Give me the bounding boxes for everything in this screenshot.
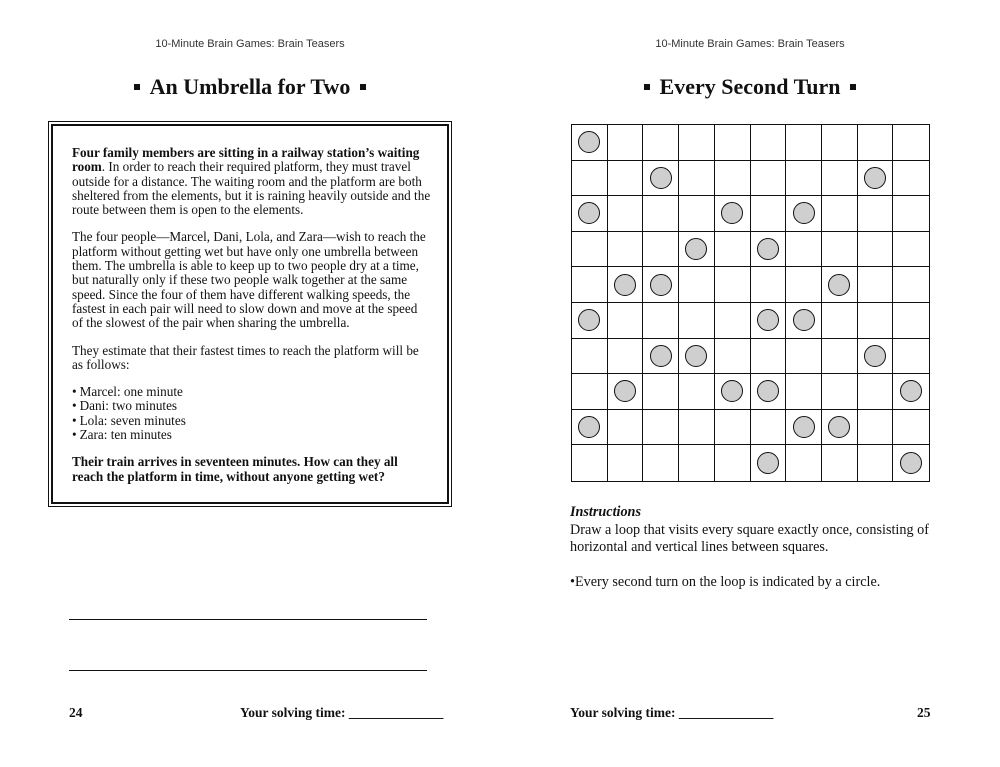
- paragraph-estimate: They estimate that their fastest times to reach the platform will be as follows:: [72, 342, 419, 372]
- grid-cell[interactable]: [858, 161, 894, 197]
- grid-cell[interactable]: [893, 410, 929, 446]
- grid-cell[interactable]: [893, 161, 929, 197]
- grid-cell[interactable]: [572, 161, 608, 197]
- grid-cell[interactable]: [893, 196, 929, 232]
- turn-circle-icon: [578, 131, 600, 153]
- grid-cell[interactable]: [822, 374, 858, 410]
- grid-cell[interactable]: [572, 410, 608, 446]
- turn-circle-icon: [793, 309, 815, 331]
- turn-circle-icon: [864, 345, 886, 367]
- instructions: [570, 504, 950, 591]
- turn-circle-icon: [900, 380, 922, 402]
- grid-cell[interactable]: [643, 196, 679, 232]
- turn-circle-icon: [650, 167, 672, 189]
- page-number-left: 24: [69, 705, 83, 720]
- turn-circle-icon: [685, 238, 707, 260]
- grid-cell[interactable]: [572, 445, 608, 481]
- solving-time-left: Your solving time: ______________: [240, 705, 444, 720]
- grid-cell[interactable]: [643, 303, 679, 339]
- grid-cell[interactable]: [858, 196, 894, 232]
- turn-circle-icon: [864, 167, 886, 189]
- grid-cell[interactable]: [786, 267, 822, 303]
- puzzle-text-box: [48, 121, 452, 507]
- instructions-heading: Instructions: [570, 504, 641, 520]
- list-item: • Zara: ten minutes: [72, 428, 431, 442]
- grid-cell[interactable]: [715, 410, 751, 446]
- grid-cell[interactable]: [786, 445, 822, 481]
- grid-cell[interactable]: [643, 445, 679, 481]
- turn-circle-icon: [614, 380, 636, 402]
- grid-cell[interactable]: [572, 267, 608, 303]
- grid-cell[interactable]: [858, 410, 894, 446]
- grid-cell[interactable]: [715, 161, 751, 197]
- grid-cell[interactable]: [572, 339, 608, 375]
- grid-cell[interactable]: [751, 339, 787, 375]
- turn-circle-icon: [578, 202, 600, 224]
- title-bullet-icon: [134, 84, 140, 90]
- turn-circle-icon: [828, 416, 850, 438]
- solving-time-right: Your solving time: ______________: [570, 705, 774, 720]
- turn-circle-icon: [650, 345, 672, 367]
- grid-cell[interactable]: [858, 303, 894, 339]
- grid-cell[interactable]: [786, 410, 822, 446]
- grid-cell[interactable]: [715, 232, 751, 268]
- grid-cell[interactable]: [608, 445, 644, 481]
- grid-cell[interactable]: [822, 410, 858, 446]
- grid-cell[interactable]: [679, 303, 715, 339]
- grid-cell[interactable]: [608, 125, 644, 161]
- grid-cell[interactable]: [715, 303, 751, 339]
- question: Their train arrives in seventeen minutes. How can they all reach the platform in time, without anyone getting wet?: [72, 454, 398, 484]
- grid-cell[interactable]: [643, 267, 679, 303]
- grid-cell[interactable]: [751, 232, 787, 268]
- grid-cell[interactable]: [643, 374, 679, 410]
- grid-cell[interactable]: [893, 267, 929, 303]
- grid-cell[interactable]: [715, 339, 751, 375]
- answer-line[interactable]: [69, 670, 427, 671]
- grid-cell[interactable]: [786, 125, 822, 161]
- grid-cell[interactable]: [679, 161, 715, 197]
- turn-circle-icon: [650, 274, 672, 296]
- grid-cell[interactable]: [893, 445, 929, 481]
- grid-cell[interactable]: [786, 232, 822, 268]
- title-bullet-icon: [360, 84, 366, 90]
- turn-circle-icon: [685, 345, 707, 367]
- turn-circle-icon: [793, 416, 815, 438]
- grid-cell[interactable]: [822, 125, 858, 161]
- grid-cell[interactable]: [822, 445, 858, 481]
- grid-cell[interactable]: [715, 125, 751, 161]
- grid-cell[interactable]: [643, 125, 679, 161]
- answer-line[interactable]: [69, 619, 427, 620]
- grid-cell[interactable]: [893, 374, 929, 410]
- grid-cell[interactable]: [822, 303, 858, 339]
- grid-cell[interactable]: [822, 161, 858, 197]
- turn-circle-icon: [757, 309, 779, 331]
- paragraph-intro: [72, 146, 431, 217]
- grid-cell[interactable]: [715, 196, 751, 232]
- grid-cell[interactable]: [679, 125, 715, 161]
- running-head-left: 10-Minute Brain Games: Brain Teasers: [155, 38, 345, 50]
- grid-cell[interactable]: [751, 303, 787, 339]
- grid-cell[interactable]: [751, 161, 787, 197]
- paragraph-umbrella: The four people—Marcel, Dani, Lola, and Zara—wish to reach the platform without getting wet but have only one umbrella between them. The umbrella is able to keep up to two people dry at a time, but naturally only if these two people walk together at the same speed. Since the four of them have different walking speeds, the fastest in each pair will need to slow down and move at the speed of the slowest of the pair when sharing the umbrella.: [72, 229, 426, 331]
- puzzle-title-right: [500, 74, 1000, 100]
- grid-cell[interactable]: [893, 303, 929, 339]
- intro-bold: Four family members are sitting in a railway station’s waiting room: [72, 145, 420, 175]
- grid-cell[interactable]: [893, 339, 929, 375]
- turn-circle-icon: [793, 202, 815, 224]
- grid-cell[interactable]: [893, 125, 929, 161]
- grid-cell[interactable]: [751, 267, 787, 303]
- grid-cell[interactable]: [786, 196, 822, 232]
- grid-cell[interactable]: [572, 232, 608, 268]
- grid-cell[interactable]: [858, 445, 894, 481]
- puzzle-grid[interactable]: [571, 124, 930, 482]
- grid-cell[interactable]: [572, 125, 608, 161]
- grid-cell[interactable]: [679, 374, 715, 410]
- grid-cell[interactable]: [679, 232, 715, 268]
- grid-cell[interactable]: [786, 161, 822, 197]
- list-item: • Lola: seven minutes: [72, 414, 431, 428]
- grid-cell[interactable]: [643, 161, 679, 197]
- list-item: • Dani: two minutes: [72, 399, 431, 413]
- title-text: Every Second Turn: [659, 74, 841, 99]
- title-bullet-icon: [644, 84, 650, 90]
- times-list: [72, 385, 431, 442]
- grid-cell[interactable]: [822, 339, 858, 375]
- instructions-bullet: [570, 574, 950, 592]
- right-page: [500, 0, 1000, 767]
- turn-circle-icon: [900, 452, 922, 474]
- grid-cell[interactable]: [679, 267, 715, 303]
- turn-circle-icon: [828, 274, 850, 296]
- grid-cell[interactable]: [786, 339, 822, 375]
- grid-cell[interactable]: [751, 125, 787, 161]
- turn-circle-icon: [757, 238, 779, 260]
- turn-circle-icon: [578, 309, 600, 331]
- grid-cell[interactable]: [715, 445, 751, 481]
- grid-cell[interactable]: [715, 374, 751, 410]
- grid-cell[interactable]: [679, 445, 715, 481]
- grid-cell[interactable]: [751, 196, 787, 232]
- grid-cell[interactable]: [608, 232, 644, 268]
- grid-cell[interactable]: [751, 374, 787, 410]
- title-text: An Umbrella for Two: [149, 74, 351, 99]
- grid-cell[interactable]: [643, 232, 679, 268]
- bullet-icon: •: [570, 573, 575, 590]
- grid-cell[interactable]: [893, 232, 929, 268]
- grid-cell[interactable]: [608, 196, 644, 232]
- grid-cell[interactable]: [643, 339, 679, 375]
- grid-cell[interactable]: [858, 125, 894, 161]
- turn-circle-icon: [757, 380, 779, 402]
- grid-cell[interactable]: [751, 410, 787, 446]
- grid-cell[interactable]: [608, 410, 644, 446]
- puzzle-text-box-inner: [51, 124, 449, 504]
- turn-circle-icon: [578, 416, 600, 438]
- grid-cell[interactable]: [608, 374, 644, 410]
- grid-cell[interactable]: [822, 196, 858, 232]
- grid-cell[interactable]: [608, 161, 644, 197]
- grid-cell[interactable]: [858, 267, 894, 303]
- grid-cell[interactable]: [608, 303, 644, 339]
- turn-circle-icon: [721, 202, 743, 224]
- intro-rest: . In order to reach their required platform, they must travel outside for a distance. The waiting room and the platform are both sheltered from the elements, but it is raining heavily outside and the route between them is open to the elements.: [72, 159, 431, 218]
- grid-cell[interactable]: [608, 339, 644, 375]
- grid-cell[interactable]: [715, 267, 751, 303]
- instructions-bullet-text: Every second turn on the loop is indicated by a circle.: [574, 573, 881, 590]
- running-head-right: 10-Minute Brain Games: Brain Teasers: [655, 38, 845, 50]
- puzzle-title-left: [0, 74, 500, 100]
- grid-cell[interactable]: [858, 339, 894, 375]
- page-number-right: 25: [917, 705, 931, 720]
- grid-cell[interactable]: [858, 374, 894, 410]
- list-item: • Marcel: one minute: [72, 385, 431, 399]
- grid-cell[interactable]: [822, 267, 858, 303]
- grid-cell[interactable]: [679, 339, 715, 375]
- grid-cell[interactable]: [608, 267, 644, 303]
- turn-circle-icon: [757, 452, 779, 474]
- grid-cell[interactable]: [572, 374, 608, 410]
- grid-cell[interactable]: [679, 196, 715, 232]
- grid-cell[interactable]: [786, 374, 822, 410]
- turn-circle-icon: [721, 380, 743, 402]
- grid-cell[interactable]: [643, 410, 679, 446]
- turn-circle-icon: [614, 274, 636, 296]
- grid-cell[interactable]: [679, 410, 715, 446]
- grid-cell[interactable]: [572, 196, 608, 232]
- grid-cell[interactable]: [858, 232, 894, 268]
- grid-cell[interactable]: [751, 445, 787, 481]
- instructions-text: Draw a loop that visits every square exactly once, consisting of horizontal and vertical lines between squares.: [570, 521, 929, 555]
- grid-cell[interactable]: [786, 303, 822, 339]
- grid-cell[interactable]: [822, 232, 858, 268]
- title-bullet-icon: [850, 84, 856, 90]
- grid-cell[interactable]: [572, 303, 608, 339]
